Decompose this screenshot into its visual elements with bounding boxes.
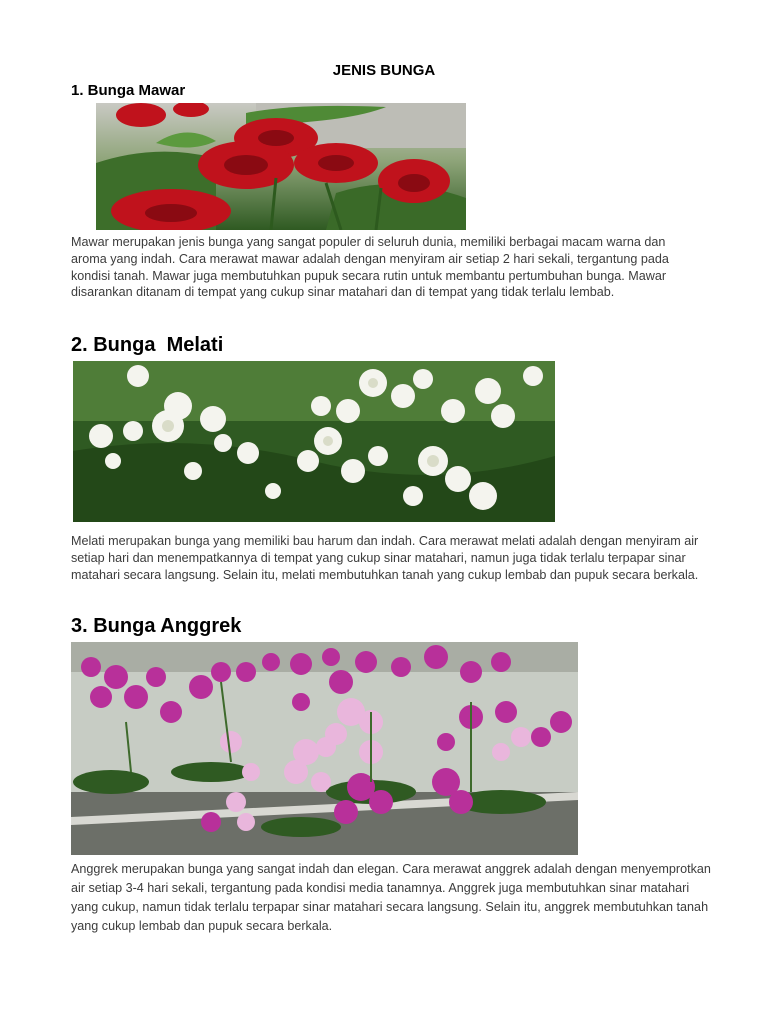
paragraph-anggrek: Anggrek merupakan bunga yang sangat indah dan elegan. Cara merawat anggrek adalah dengan menyemprotkan air setiap 3-4 hari sekali, tergantung pada kondisi media tanamnya. Anggrek juga membutuhkan sinar matahari yang cukup, namun tidak terlalu terpapar sinar matahari secara langsung. Selain itu, anggrek membutuhkan tanah yang cukup lembab dan pupuk secara berkala.: [71, 862, 711, 933]
orchid-image: [71, 642, 578, 855]
document-title: JENIS BUNGA: [332, 62, 436, 79]
rose-image: [96, 103, 466, 230]
section-heading-melati: 2. Bunga Melati: [71, 334, 224, 356]
section-heading-mawar: 1. Bunga Mawar: [71, 82, 186, 99]
paragraph-mawar: Mawar merupakan jenis bunga yang sangat populer di seluruh dunia, memiliki berbagai macam warna dan aroma yang indah. Cara merawat mawar adalah dengan menyiram air setiap 2 hari sekali, tergantung pada kondisi tanah. Mawar juga membutuhkan pupuk secara rutin untuk membantu pertumbuhan bunga. Mawar disarankan ditanam di tempat yang cukup sinar matahari dan di tempat yang tidak terlalu lembab.: [71, 235, 669, 300]
red-rose-photo-icon: [96, 103, 466, 230]
paragraph-melati: Melati merupakan bunga yang memiliki bau harum dan indah. Cara merawat melati adalah dengan menyiram air setiap hari dan menempatkannya di tempat yang cukup sinar matahari, namun juga tidak terlalu terpapar sinar matahari secara langsung. Selain itu, melati membutuhkan tanah yang cukup lembab dan pupuk secara berkala.: [71, 534, 699, 582]
jasmine-image: [73, 361, 555, 522]
purple-orchid-photo-icon: [71, 642, 578, 855]
section-heading-anggrek: 3. Bunga Anggrek: [71, 615, 242, 637]
white-jasmine-photo-icon: [73, 361, 555, 522]
